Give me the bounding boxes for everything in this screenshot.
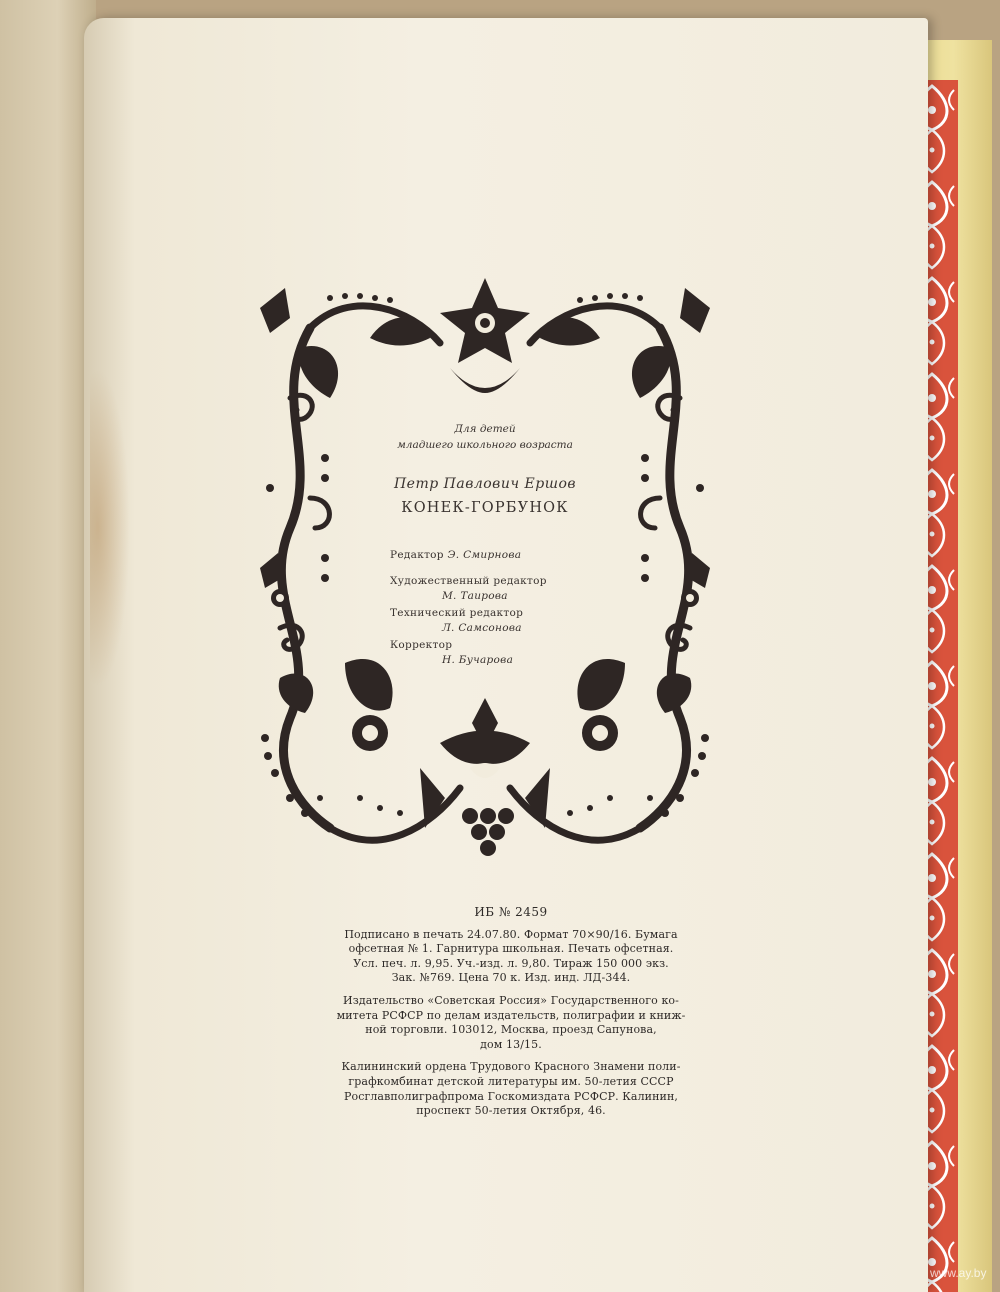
printer-line: Росглавполиграфпрома Госкомиздата РСФСР. Калинин,	[343, 1089, 678, 1103]
printer-line: проспект 50-летия Октября, 46.	[416, 1104, 606, 1118]
printer-line: Калининский ордена Трудового Красного Знамени поли-	[341, 1060, 681, 1074]
audience-line-2: младшего школьного возраста	[397, 439, 573, 451]
print-specs-line: Усл. печ. л. 9,95. Уч.-изд. л. 9,80. Тираж 150 000 экз.	[353, 956, 669, 970]
credit-editor	[390, 548, 620, 563]
print-specs	[296, 928, 726, 986]
credit-role: Художественный редактор	[390, 575, 547, 587]
print-specs-line: офсетная № 1. Гарнитура школьная. Печать офсетная.	[348, 942, 674, 956]
credit-proofreader	[390, 638, 620, 668]
left-page-edge	[0, 0, 96, 1292]
audience-line-1: Для детей	[454, 423, 516, 435]
credit-tech-editor	[390, 606, 620, 636]
paper-stain	[90, 368, 130, 688]
printer-line: графкомбинат детской литературы им. 50-летия СССР	[348, 1074, 674, 1088]
printer-info	[296, 1060, 726, 1118]
credit-role: Редактор	[390, 549, 444, 561]
credit-art-editor	[390, 574, 620, 604]
credit-role: Корректор	[390, 639, 453, 651]
site-watermark: www.ay.by	[930, 1266, 987, 1280]
publisher-info	[296, 994, 726, 1052]
credit-name: Н. Бучарова	[442, 654, 514, 666]
author-name: Петр Павлович Ершов	[393, 476, 577, 492]
audience-note	[370, 421, 600, 453]
credit-role: Технический редактор	[390, 607, 524, 619]
book-title: КОНЕК-ГОРБУНОК	[401, 500, 569, 516]
print-specs-line: Зак. №769. Цена 70 к. Изд. инд. ЛД-344.	[391, 971, 631, 985]
publisher-line: митета РСФСР по делам издательств, полиграфии и книж-	[336, 1008, 686, 1022]
imprint-block	[296, 905, 726, 1127]
ib-number: ИБ № 2459	[474, 905, 548, 919]
publisher-line: ной торговли. 103012, Москва, проезд Сапунова,	[365, 1023, 657, 1037]
credit-name: М. Таирова	[442, 590, 508, 602]
publisher-line: Издательство «Советская Россия» Государственного ко-	[343, 993, 679, 1007]
ornamental-folk-frame	[250, 268, 720, 868]
publisher-line: дом 13/15.	[480, 1037, 542, 1051]
credit-name: Э. Смирнова	[447, 549, 522, 561]
print-specs-line: Подписано в печать 24.07.80. Формат 70×90/16. Бумага	[344, 927, 678, 941]
credit-name: Л. Самсонова	[442, 622, 522, 634]
